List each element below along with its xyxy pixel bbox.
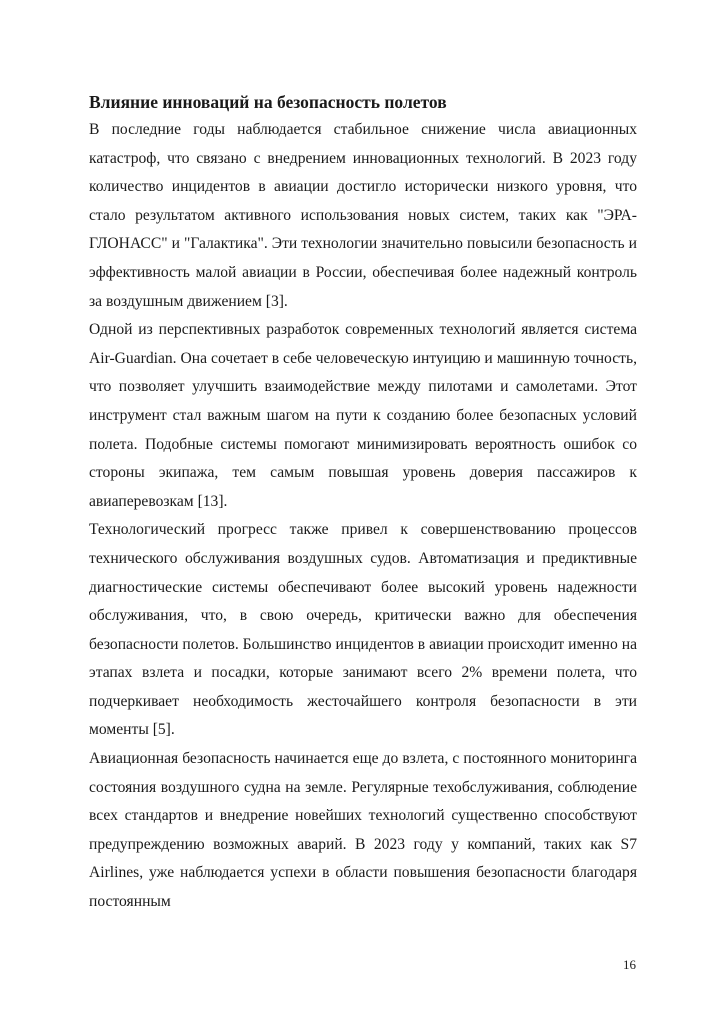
page-number: 16 <box>623 957 636 972</box>
section-heading: Влияние инноваций на безопасность полетов <box>89 92 447 112</box>
paragraph-3: Технологический прогресс также привел к совершенствованию процессов технического обслуживания воздушных судов. Автоматизация и предиктивные диагностические системы обеспечивают более высокий уровень надежности обслуживания, что, в свою очередь, критически важно для обеспечения безопасности полетов. Большинство инцидентов в авиации происходит именно на этапах взлета и посадки, которые занимают всего 2% времени полета, что подчеркивает необходимость жесточайшего контроля безопасности в эти моменты [5]. <box>89 521 637 739</box>
paragraph-4: Авиационная безопасность начинается еще до взлета, с постоянного мониторинга состояния воздушного судна на земле. Регулярные техобслуживания, соблюдение всех стандартов и внедрение новейших технологий существенно способствуют предупреждению возможных аварий. В 2023 году у компаний, таких как S7 Airlines, уже наблюдается успехи в области повышения безопасности благодаря постоянным <box>89 750 637 911</box>
paragraph-1: В последние годы наблюдается стабильное снижение числа авиационных катастроф, что связано с внедрением инновационных технологий. В 2023 году количество инцидентов в авиации достигло исторически низкого уровня, что стало результатом активного использования новых систем, таких как "ЭРА-ГЛОНАСС" и "Галактика". Эти технологии значительно повысили безопасность и эффективность малой авиации в России, обеспечивая более надежный контроль за воздушным движением [3]. <box>89 121 637 310</box>
document-page <box>89 88 637 917</box>
paragraph-2: Одной из перспективных разработок современных технологий является система Air-Guardian. Она сочетает в себе человеческую интуицию и машинную точность, что позволяет улучшить взаимодействие между пилотами и самолетами. Этот инструмент стал важным шагом на пути к созданию более безопасных условий полета. Подобные системы помогают минимизировать вероятность ошибок со стороны экипажа, тем самым повышая уровень доверия пассажиров к авиаперевозкам [13]. <box>89 321 637 510</box>
